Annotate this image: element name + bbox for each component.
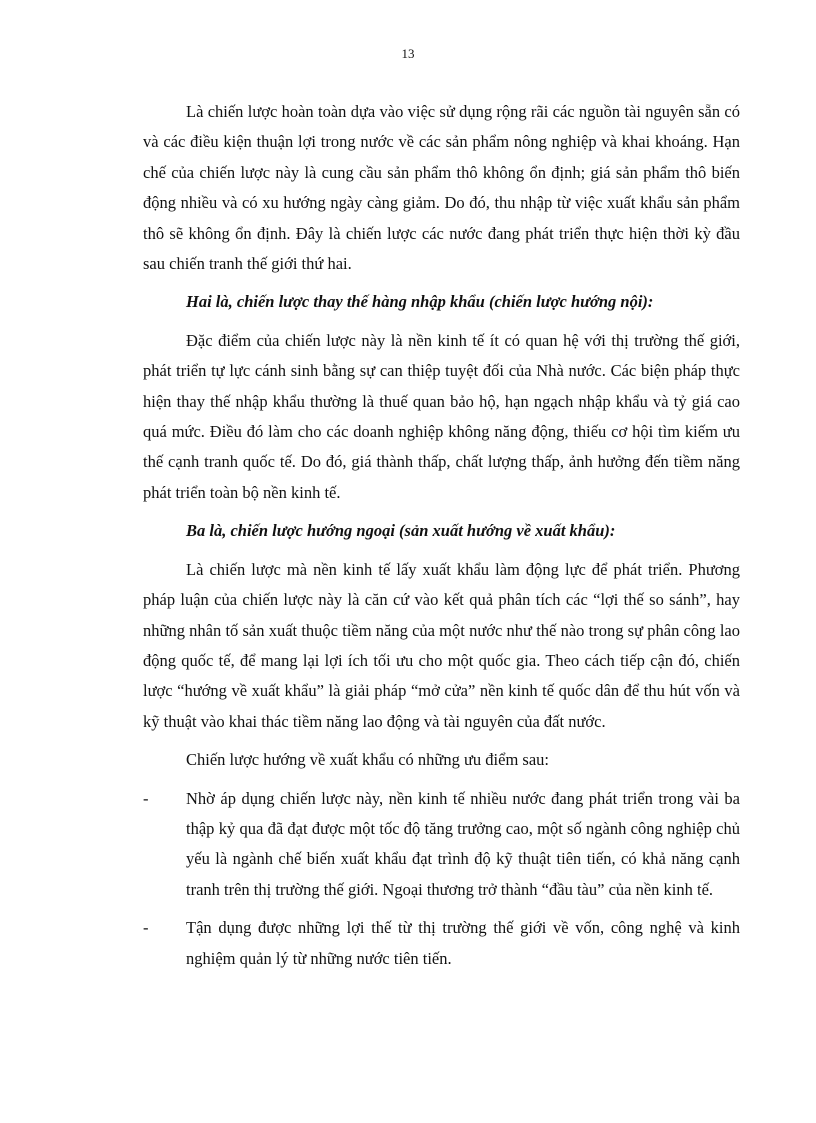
- list-bullet: -: [143, 788, 149, 808]
- list-item-text: Nhờ áp dụng chiến lược này, nền kinh tế nhiều nước đang phát triển trong vài ba thập kỷ qua đã đạt được một tốc độ tăng trưởng cao, một số ngành công nghiệp chủ yếu là ngành chế biến xuất khẩu đạt trình độ kỹ thuật tiên tiến, có khả năng cạnh tranh trên thị trường thế giới. Ngoại thương trở thành “đầu tàu” của nền kinh tế.: [186, 788, 740, 899]
- list-item-text: Tận dụng được những lợi thế từ thị trường thế giới về vốn, công nghệ và kinh nghiệm quản lý từ những nước tiên tiến.: [186, 918, 740, 968]
- page-number: 13: [401, 46, 415, 61]
- heading-import-substitution: Hai là, chiến lược thay thế hàng nhập khẩu (chiến lược hướng nội):: [186, 292, 654, 312]
- heading-export-orientation: Ba là, chiến lược hướng ngoại (sản xuất hướng về xuất khẩu):: [186, 521, 616, 541]
- document-body: [143, 97, 740, 974]
- list-item: [143, 913, 740, 974]
- list-item: [143, 784, 740, 906]
- paragraph-export-orientation: Là chiến lược mà nền kinh tế lấy xuất khẩu làm động lực để phát triển. Phương pháp luận của chiến lược này là căn cứ vào kết quả phân tích các “lợi thế so sánh”, hay những nhân tố sản xuất thuộc tiềm năng của một nước như thế nào trong sự phân công lao động quốc tế, để mang lại lợi ích tối ưu cho một quốc gia. Theo cách tiếp cận đó, chiến lược “hướng về xuất khẩu” là giải pháp “mở cửa” nền kinh tế quốc dân để thu hút vốn và kỹ thuật vào khai thác tiềm năng lao động và tài nguyên của đất nước.: [143, 559, 740, 731]
- paragraph-advantages-intro: Chiến lược hướng về xuất khẩu có những ưu điểm sau:: [186, 750, 549, 770]
- paragraph-import-substitution: Đặc điểm của chiến lược này là nền kinh tế ít có quan hệ với thị trường thế giới, phát triển tự lực cánh sinh bằng sự can thiệp tuyệt đối của Nhà nước. Các biện pháp thực hiện thay thế nhập khẩu thường là thuế quan bảo hộ, hạn ngạch nhập khẩu và tỷ giá cao quá mức. Điều đó làm cho các doanh nghiệp không năng động, thiếu cơ hội tìm kiếm ưu thế cạnh tranh quốc tế. Do đó, giá thành thấp, chất lượng thấp, ảnh hưởng đến tiềm năng phát triển toàn bộ nền kinh tế.: [143, 330, 740, 502]
- paragraph-primary-export-strategy: Là chiến lược hoàn toàn dựa vào việc sử dụng rộng rãi các nguồn tài nguyên sẵn có và các điều kiện thuận lợi trong nước về các sản phẩm nông nghiệp và khai khoáng. Hạn chế của chiến lược này là cung cầu sản phẩm thô không ổn định; giá sản phẩm thô biến động nhiều và có xu hướng ngày càng giảm. Do đó, thu nhập từ việc xuất khẩu sản phẩm thô sẽ không ổn định. Đây là chiến lược các nước đang phát triển thực hiện thời kỳ đầu sau chiến tranh thế giới thứ hai.: [143, 102, 740, 274]
- list-bullet: -: [143, 918, 149, 938]
